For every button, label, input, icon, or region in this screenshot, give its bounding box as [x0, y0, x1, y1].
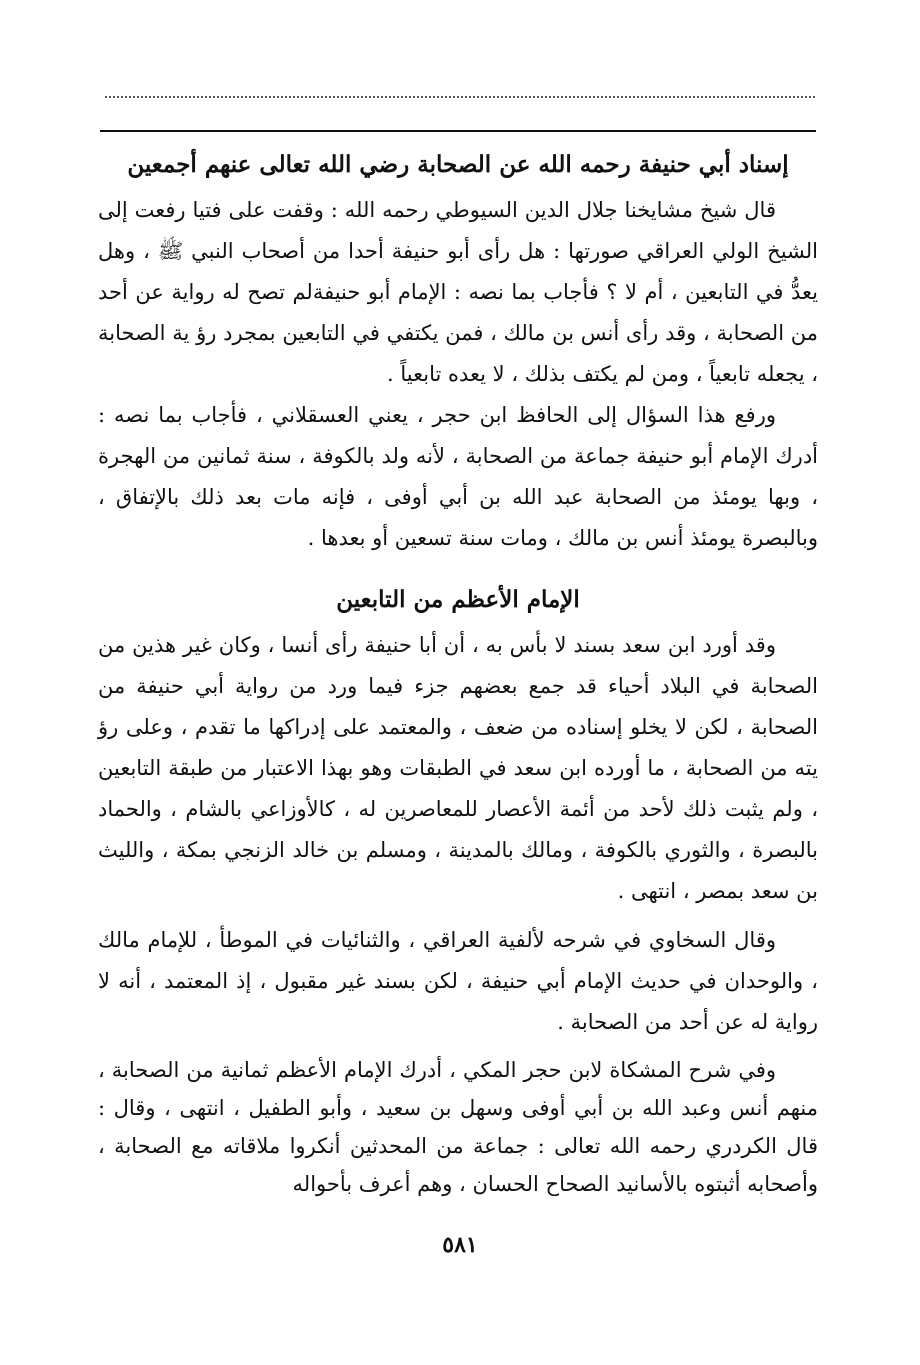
paragraph-ibn-saad: وقد أورد ابن سعد بسند لا بأس به ، أن أبا حنيفة رأى أنسا ، وكان غير هذين من الصحابة في البلاد أحياء قد جمع بعضهم جزء فيما ورد من رواية أبي حنيفة من الصحابة ، لكن لا يخلو إسناده من ضعف ، والمعتمد على إدراكها ما تقدم ، وعلى رؤ يته من الصحابة ، ما أورده ابن سعد في الطبقات وهو بهذا الاعتبار من طبقة التابعين ، ولم يثبت ذلك لأحد من أئمة الأعصار للمعاصرين له ، كالأوزاعي بالشام ، والحماد بالبصرة ، والثوري بالكوفة ، ومالك بالمدينة ، ومسلم بن خالد الزنجي بمكة ، والليث بن سعد بمصر ، انتهى . — [98, 633, 818, 903]
dotted-separator — [105, 96, 815, 98]
paragraph-sakhawi: وقال السخاوي في شرحه لألفية العراقي ، والثنائيات في الموطأ ، للإمام مالك ، والوحدان في حديث الإمام أبي حنيفة ، لكن بسند غير مقبول ، إذ المعتمد ، أنه لا رواية له عن أحد من الصحابة . — [98, 928, 818, 1034]
page-content — [98, 140, 818, 1203]
paragraph-suyuti-fatwa: قال شيخ مشايخنا جلال الدين السيوطي رحمه الله : وقفت على فتيا رفعت إلى الشيخ الولي العراقي صورتها : هل رأى أبو حنيفة أحدا من أصحاب النبي ﷺ ، وهل يعدُّ في التابعين ، أم لا ؟ فأجاب بما نصه : الإمام أبو حنيفةلم تصح له رواية عن أحد من الصحابة ، وقد رأى أنس بن مالك ، فمن يكتفي في التابعين بمجرد رؤ ية الصحابة ، يجعله تابعياً ، ومن لم يكتف بذلك ، لا يعده تابعياً . — [98, 198, 818, 386]
paragraph-ibn-hajar-answer: ورفع هذا السؤال إلى الحافظ ابن حجر ، يعني العسقلاني ، فأجاب بما نصه : أدرك الإمام أبو حنيفة جماعة من الصحابة ، لأنه ولد بالكوفة ، سنة ثمانين من الهجرة ، وبها يومئذ من الصحابة عبد الله بن أبي أوفى ، فإنه مات بعد ذلك بالإتفاق ، وبالبصرة يومئذ أنس بن مالك ، ومات سنة تسعين أو بعدها . — [98, 403, 818, 550]
paragraph-mishkat: وفي شرح المشكاة لابن حجر المكي ، أدرك الإمام الأعظم ثمانية من الصحابة ، منهم أنس وعبد الله بن أبي أوفى وسهل بن سعيد ، وأبو الطفيل ، انتهى ، وقال : قال الكردري رحمه الله تعالى : جماعة من المحدثين أنكروا ملاقاته مع الصحابة ، وأصحابه أثبتوه بالأسانيد الصحاح الحسان ، وهم أعرف بأحواله — [98, 1058, 818, 1196]
section-heading-isnad: إسناد أبي حنيفة رحمه الله عن الصحابة رضي الله تعالى عنهم أجمعين — [127, 151, 789, 178]
header-rule — [100, 130, 816, 132]
section-heading-tabieen: الإمام الأعظم من التابعين — [336, 586, 580, 613]
page-number: ٥٨١ — [442, 1232, 478, 1258]
